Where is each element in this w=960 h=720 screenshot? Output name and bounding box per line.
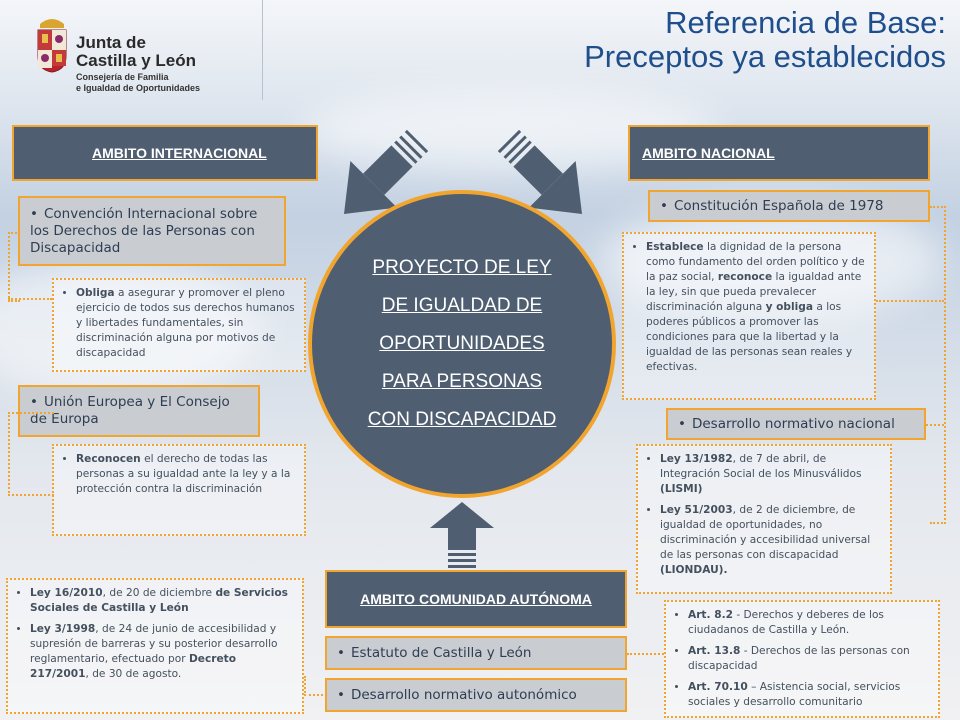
detail-bold: reconoce (717, 271, 773, 283)
center-line: OPORTUNIDADES (379, 333, 545, 354)
detail-bold: Ley 13/1982 (660, 453, 733, 465)
connector-line (926, 424, 944, 426)
detail-bold: Obliga (76, 287, 115, 299)
detail-bold: Reconocen (76, 453, 141, 465)
detail-bold: (LISMI) (660, 483, 703, 495)
header-divider (262, 0, 263, 100)
constitucion-detail (622, 232, 876, 400)
desarrollo-autonomico-label: Desarrollo normativo autonómico (350, 686, 577, 703)
detail-bold: Decreto 217/2001 (30, 653, 236, 680)
detail-text: la igualdad ante la ley, sin que pueda prevalecer discriminación alguna (646, 271, 862, 313)
detail-bold: de Servicios Sociales de Castilla y León (30, 587, 288, 614)
connector-line (8, 232, 20, 302)
detail-bold: Ley 16/2010 (30, 587, 103, 599)
detail-bold: y obliga (765, 301, 814, 313)
junta-logo (34, 14, 224, 100)
desarrollo-autonomico-box: • Desarrollo normativo autonómico (325, 678, 627, 712)
desarrollo-nacional-detail (636, 444, 892, 594)
union-europea-label: Unión Europea y El Consejo de Europa (30, 394, 230, 427)
detail-text: - Derechos de las personas con discapacidad (688, 645, 910, 672)
detail-bold: Art. 8.2 (688, 609, 733, 621)
connector-line (304, 676, 327, 696)
center-line: PARA PERSONAS (381, 371, 543, 392)
detail-text: el derecho de todas las personas a su igualdad ante la ley y a la protección contra la discriminación (76, 453, 291, 495)
detail-bold: Ley 51/2003 (660, 504, 733, 516)
ambito-internacional-label: AMBITO INTERNACIONAL (92, 145, 267, 161)
detail-bold: Art. 13.8 (688, 645, 741, 657)
convencion-box: • Convención Internacional sobre los Derechos de las Personas con Discapacidad (18, 196, 286, 266)
connector-line (930, 206, 946, 524)
constitucion-label: Constitución Española de 1978 (673, 197, 884, 214)
detail-bold: Art. 70.10 (688, 681, 748, 693)
title-line1: Referencia de Base: (665, 5, 946, 40)
connector-line (627, 653, 664, 655)
estatuto-box: • Estatuto de Castilla y León (325, 636, 627, 670)
detail-bold: Ley 3/1998 (30, 623, 96, 635)
ambito-nacional-header (628, 125, 930, 181)
center-line: PROYECTO DE LEY (372, 257, 552, 278)
detail-text: a los poderes públicos a promover las condiciones para que la libertad y la igualdad de las personas sean reales y efectivas. (646, 301, 853, 373)
detail-text: , de 30 de agosto. (85, 668, 182, 680)
constitucion-box: • Constitución Española de 1978 (648, 190, 930, 222)
connector-line (8, 412, 54, 496)
union-europea-detail (52, 444, 306, 536)
detail-text: , de 7 de abril, de Integración Social de los Minusválidos (660, 453, 862, 480)
detail-text: , de 24 de junio de accesibilidad y supresión de barreras y su posterior desarrollo reglamentario, efectuado por (30, 623, 278, 665)
central-proposal-circle (308, 190, 616, 498)
logo-title-line2: Castilla y León (76, 51, 196, 70)
union-europea-box: • Unión Europea y El Consejo de Europa (18, 385, 260, 437)
ambito-autonomica-label: AMBITO COMUNIDAD AUTÓNOMA (360, 591, 592, 607)
detail-text: - Derechos y deberes de los ciudadanos de Castilla y León. (688, 609, 884, 636)
convencion-label: Convención Internacional sobre los Derechos de las Personas con Discapacidad (30, 205, 258, 256)
estatuto-detail (664, 600, 940, 718)
detail-text: , de 20 de diciembre (102, 587, 216, 599)
detail-text: – Asistencia social, servicios sociales y desarrollo comunitario (688, 681, 901, 708)
connector-line (876, 300, 944, 302)
detail-text: la dignidad de la persona como fundamento del orden político y de la paz social, (646, 241, 865, 283)
slide-title (584, 6, 946, 74)
arrow-icon-from-autonomica (428, 500, 496, 568)
desarrollo-autonomico-detail (6, 578, 304, 714)
ambito-autonomica-header (325, 570, 627, 628)
desarrollo-nacional-label: Desarrollo normativo nacional (691, 415, 895, 432)
detail-text: a asegurar y promover el pleno ejercicio de todos sus derechos humanos y libertades fundamentales, sin discriminación alguna por motivos de discapacidad (76, 287, 295, 359)
title-line2: Preceptos ya establecidos (584, 39, 946, 74)
detail-text: , de 2 de diciembre, de igualdad de oportunidades, no discriminación y accesibilidad universal de las personas con discapacidad (660, 504, 871, 561)
logo-title-line1: Junta de (76, 33, 146, 52)
ambito-internacional-header (12, 125, 318, 181)
connector-line (8, 298, 52, 300)
detail-bold: Establece (646, 241, 704, 253)
detail-bold: (LIONDAU). (660, 564, 728, 576)
logo-subtitle-line2: e Igualdad de Oportunidades (76, 83, 201, 93)
desarrollo-nacional-box: • Desarrollo normativo nacional (666, 408, 926, 440)
convencion-detail (52, 278, 306, 372)
ambito-nacional-label: AMBITO NACIONAL (642, 145, 775, 161)
center-line: DE IGUALDAD DE (381, 295, 543, 316)
estatuto-label: Estatuto de Castilla y León (350, 644, 532, 661)
logo-subtitle-line1: Consejería de Familia (76, 72, 169, 82)
center-line: CON DISCAPACIDAD (367, 409, 557, 430)
coat-of-arms-icon (34, 14, 70, 74)
